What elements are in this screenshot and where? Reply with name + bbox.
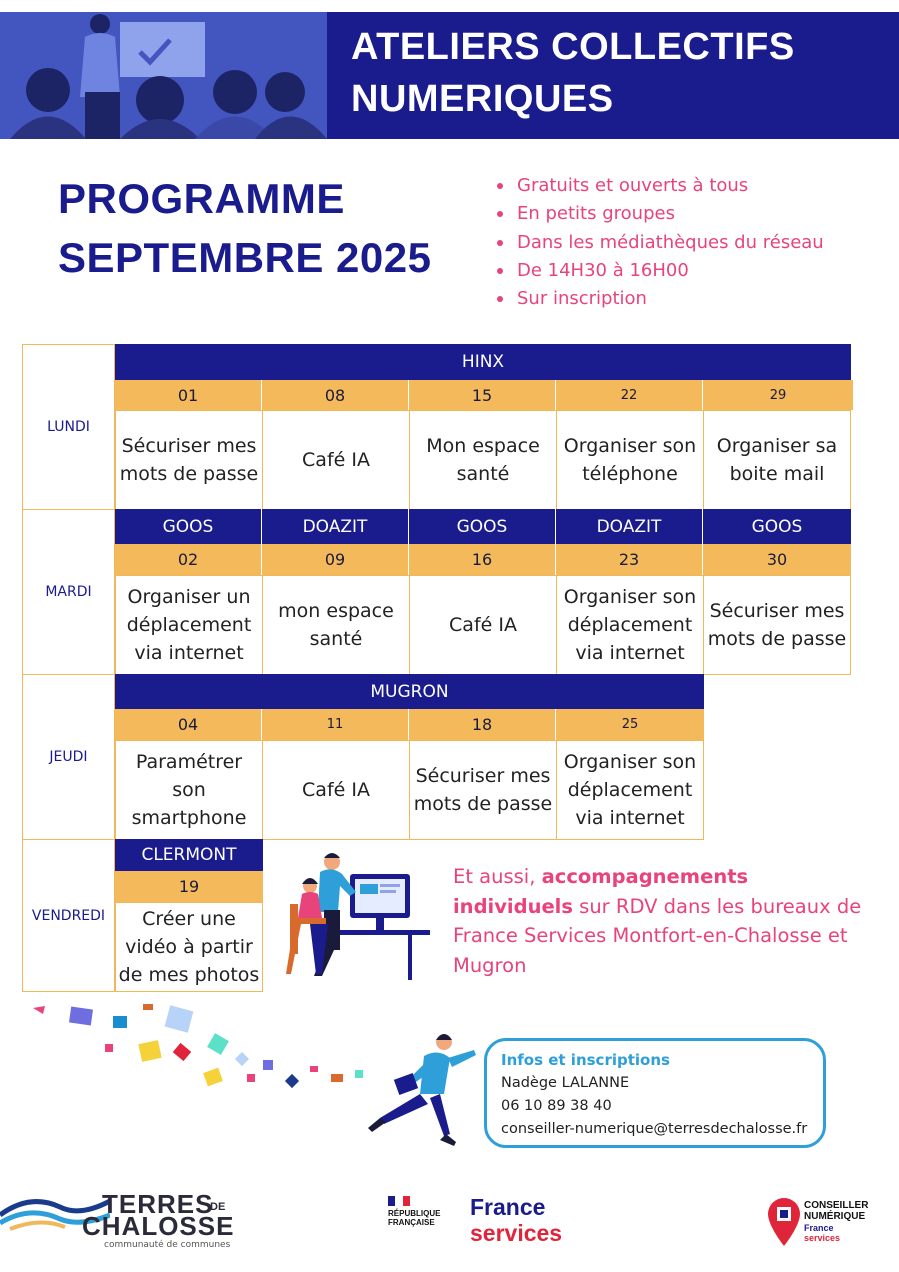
location-cell: DOAZIT <box>262 509 409 544</box>
workshop-cell: Paramétrer son smartphone <box>115 740 263 840</box>
location-hinx: HINX <box>115 344 851 380</box>
date-cell: 23 <box>556 544 703 575</box>
date-cell: 02 <box>115 544 262 575</box>
date-cell: 25 <box>556 709 704 740</box>
workshop-cell: Sécuriser mes mots de passe <box>703 575 851 675</box>
day-label-jeudi: JEUDI <box>22 674 115 840</box>
france-services-word1: France <box>470 1194 546 1220</box>
conseiller-line3: France <box>804 1223 834 1233</box>
france-services-word2: services <box>470 1220 563 1246</box>
header-illustration <box>0 12 327 139</box>
location-clermont: CLERMONT <box>115 839 263 871</box>
bullet-item: En petits groupes <box>495 200 824 228</box>
running-person-icon <box>362 1032 482 1150</box>
workshop-cell: Sécuriser mes mots de passe <box>409 740 557 840</box>
workshop-cell: Organiser son déplacement via internet <box>556 740 704 840</box>
day-label-lundi: LUNDI <box>22 344 115 510</box>
workshop-cell: Mon espace santé <box>409 410 557 510</box>
date-cell: 19 <box>115 871 263 902</box>
workshop-cell: Organiser son téléphone <box>556 410 704 510</box>
also-text-part2: sur RDV dans les bureaux de France Services Montfort-en-Chalosse et Mugron <box>453 894 862 977</box>
contact-heading: Infos et inscriptions <box>501 1051 670 1069</box>
workshop-cell: Café IA <box>262 740 410 840</box>
confetti-decoration-icon <box>25 1000 375 1090</box>
date-cell: 15 <box>409 380 556 410</box>
header-title-line1: ATELIERS COLLECTIFS <box>351 26 795 68</box>
conseiller-line2: NUMÉRIQUE <box>804 1211 866 1222</box>
date-cell: 22 <box>556 380 703 410</box>
location-cell: GOOS <box>409 509 556 544</box>
workshop-cell: Sécuriser mes mots de passe <box>115 410 263 510</box>
date-cell: 29 <box>703 380 853 410</box>
header-title-line2: NUMERIQUES <box>351 78 614 120</box>
terres-de-chalosse-logo <box>0 1185 240 1255</box>
header-title-box <box>327 12 899 139</box>
bullet-item: Sur inscription <box>495 285 824 313</box>
classroom-illustration-icon <box>0 12 327 139</box>
location-mugron: MUGRON <box>115 674 704 709</box>
contact-info-box <box>484 1038 826 1148</box>
republique-line2: FRANÇAISE <box>388 1218 435 1227</box>
republique-line1: RÉPUBLIQUE <box>388 1209 441 1218</box>
terres-subtitle: communauté de communes <box>104 1240 231 1250</box>
day-label-mardi: MARDI <box>22 509 115 675</box>
info-bullets <box>495 172 824 313</box>
chalosse-word: CHALOSSE <box>82 1211 235 1241</box>
french-flag-icon <box>388 1196 410 1206</box>
date-cell: 04 <box>115 709 262 740</box>
date-cell: 18 <box>409 709 556 740</box>
day-label-vendredi: VENDREDI <box>22 839 115 992</box>
date-cell: 01 <box>115 380 262 410</box>
also-text-part1: Et aussi, <box>453 865 542 888</box>
workshop-cell: Créer une vidéo à partir de mes photos <box>115 902 263 992</box>
conseiller-numerique-logo <box>768 1198 888 1248</box>
program-title-line1: PROGRAMME <box>58 175 345 222</box>
program-title-line2: SEPTEMBRE 2025 <box>58 234 432 281</box>
location-cell: GOOS <box>703 509 851 544</box>
contact-email[interactable]: conseiller-numerique@terresdechalosse.fr <box>501 1121 808 1137</box>
workshop-cell: Organiser un déplacement via internet <box>115 575 263 675</box>
also-text <box>453 862 873 980</box>
also-text-bold: accompagnements individuels <box>453 865 749 918</box>
location-pin-icon <box>768 1198 800 1246</box>
republique-francaise-logo <box>386 1196 456 1246</box>
date-cell: 30 <box>703 544 851 575</box>
bullet-item: Dans les médiathèques du réseau <box>495 229 824 257</box>
date-cell: 08 <box>262 380 409 410</box>
workshop-cell: mon espace santé <box>262 575 410 675</box>
workshop-cell: Café IA <box>262 410 410 510</box>
computer-workers-illustration-icon <box>280 852 440 982</box>
terres-word: TERRES <box>102 1189 214 1219</box>
location-cell: GOOS <box>115 509 262 544</box>
date-cell: 11 <box>262 709 409 740</box>
conseiller-line4: services <box>804 1233 841 1243</box>
terres-de-word: DE <box>210 1201 226 1213</box>
bullet-item: Gratuits et ouverts à tous <box>495 172 824 200</box>
conseiller-line1: CONSEILLER <box>804 1200 869 1211</box>
workshop-cell: Organiser sa boite mail <box>703 410 851 510</box>
workshop-cell: Café IA <box>409 575 557 675</box>
location-cell: DOAZIT <box>556 509 703 544</box>
date-cell: 09 <box>262 544 409 575</box>
workshop-cell: Organiser son déplacement via internet <box>556 575 704 675</box>
contact-name: Nadège LALANNE <box>501 1075 630 1091</box>
contact-phone[interactable]: 06 10 89 38 40 <box>501 1098 612 1114</box>
date-cell: 16 <box>409 544 556 575</box>
bullet-item: De 14H30 à 16H00 <box>495 257 824 285</box>
